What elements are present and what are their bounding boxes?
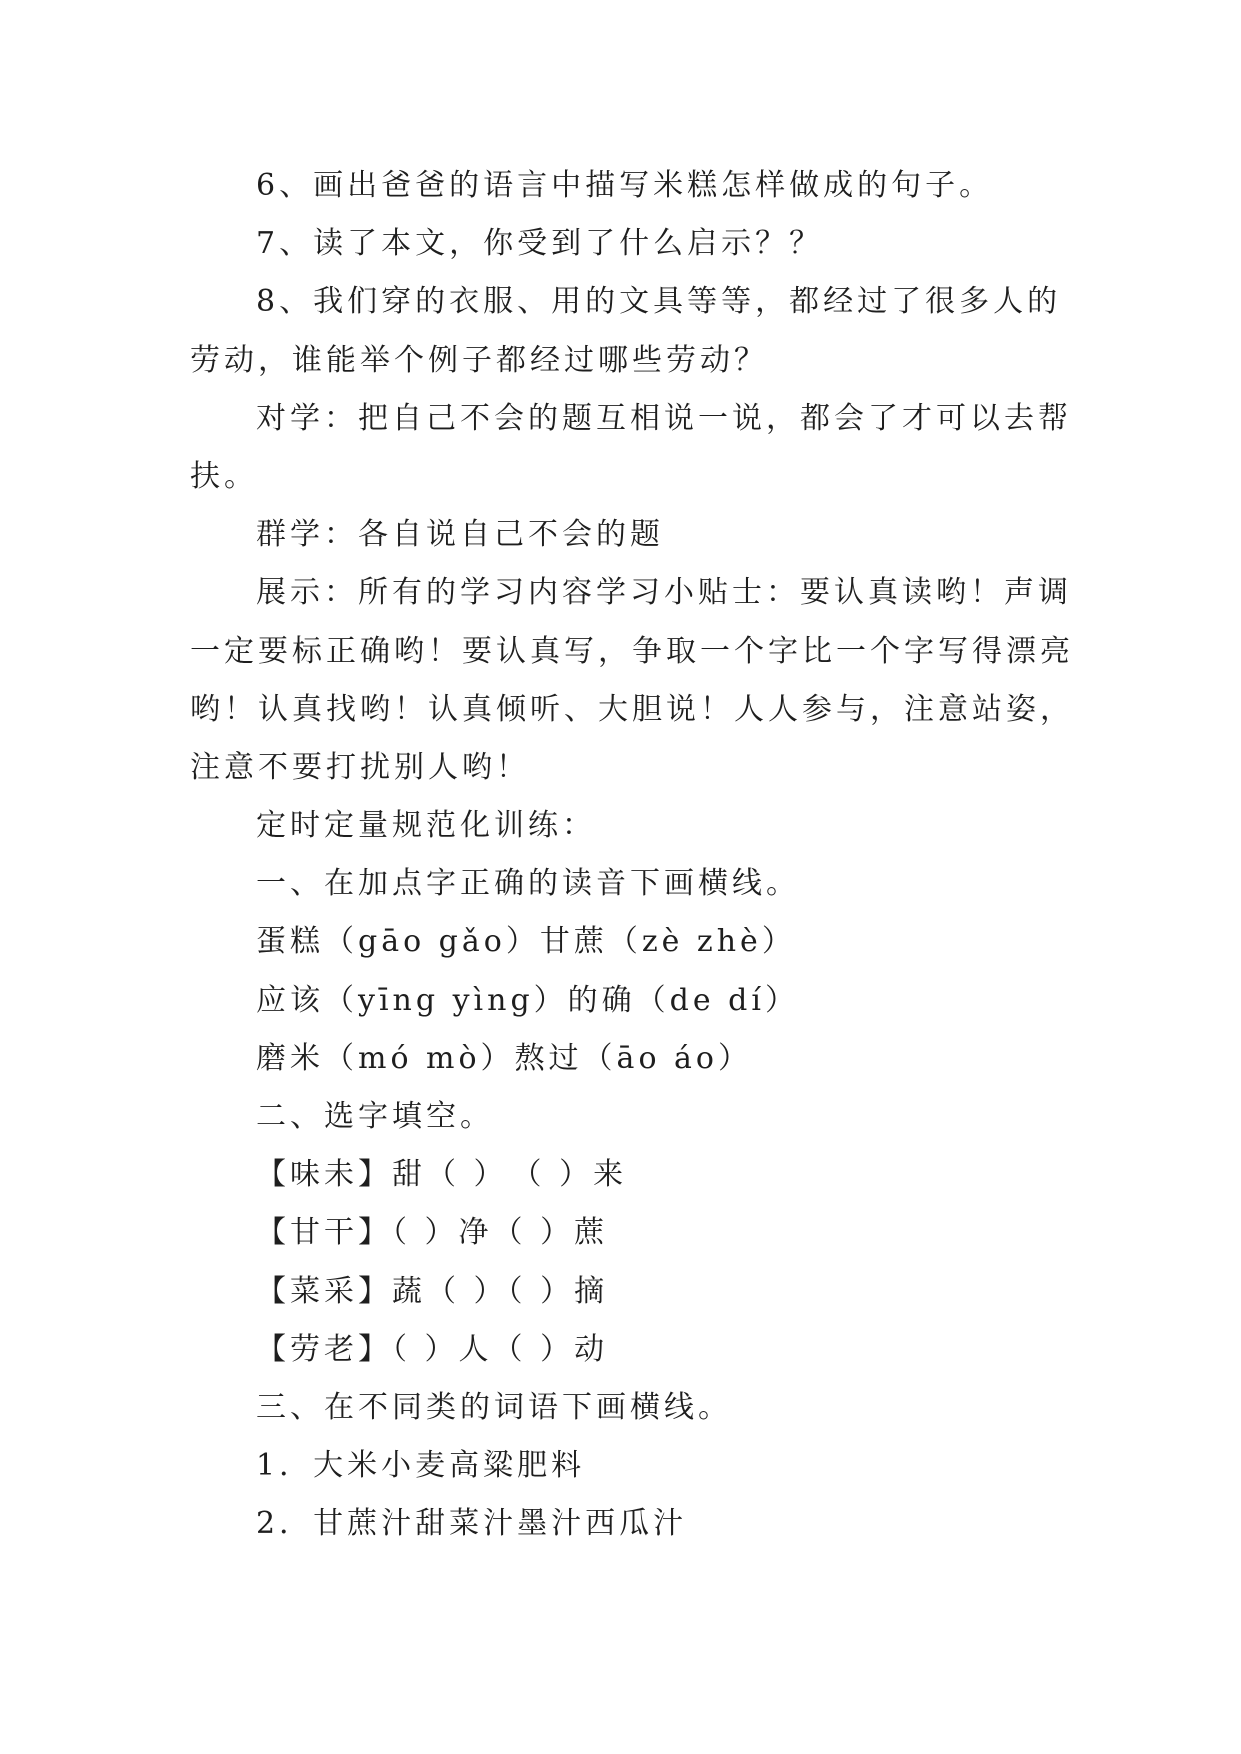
text-line: 哟！认真找哟！认真倾听、大胆说！人人参与，注意站姿， — [190, 691, 1074, 727]
text-line: 应该（yīng yìng）的确（de dí） — [256, 982, 799, 1018]
document-body — [190, 157, 1074, 1554]
text-line: 注意不要打扰别人哟！ — [190, 749, 530, 785]
text-line: 7、读了本文，你受到了什么启示？？ — [256, 226, 824, 262]
text-line: 扶。 — [190, 458, 258, 494]
text-line: 2．甘蔗汁甜菜汁墨汁西瓜汁 — [256, 1506, 688, 1542]
text-line: 蛋糕（gāo gǎo）甘蔗（zè zhè） — [256, 924, 796, 960]
text-line: 展示：所有的学习内容学习小贴士：要认真读哟！声调 — [256, 575, 1072, 611]
text-line: 6、画出爸爸的语言中描写米糕怎样做成的句子。 — [256, 168, 994, 203]
text-line: 磨米（mó mò）熬过（āo áo） — [256, 1040, 752, 1076]
text-line: 一、在加点字正确的读音下画横线。 — [256, 866, 800, 902]
text-line: 【菜采】蔬（ ）（ ）摘 — [256, 1273, 609, 1309]
text-line: 【味未】甜（ ） （ ）来 — [256, 1157, 628, 1193]
text-line: 【甘干】（ ）净（ ）蔗 — [256, 1215, 609, 1251]
text-line: 对学：把自己不会的题互相说一说，都会了才可以去帮 — [256, 400, 1072, 436]
text-line: 群学：各自说自己不会的题 — [256, 517, 664, 553]
text-line: 【劳老】（ ）人（ ）动 — [256, 1331, 609, 1367]
text-line: 一定要标正确哟！要认真写，争取一个字比一个字写得漂亮 — [190, 633, 1074, 669]
text-line: 1．大米小麦高粱肥料 — [256, 1448, 586, 1484]
text-line: 定时定量规范化训练： — [256, 808, 596, 844]
text-line: 8、我们穿的衣服、用的文具等等，都经过了很多人的 — [256, 284, 1062, 320]
text-line: 二、选字填空。 — [256, 1099, 494, 1134]
text-line: 劳动，谁能举个例子都经过哪些劳动？ — [190, 342, 768, 378]
text-line: 三、在不同类的词语下画横线。 — [256, 1389, 732, 1425]
